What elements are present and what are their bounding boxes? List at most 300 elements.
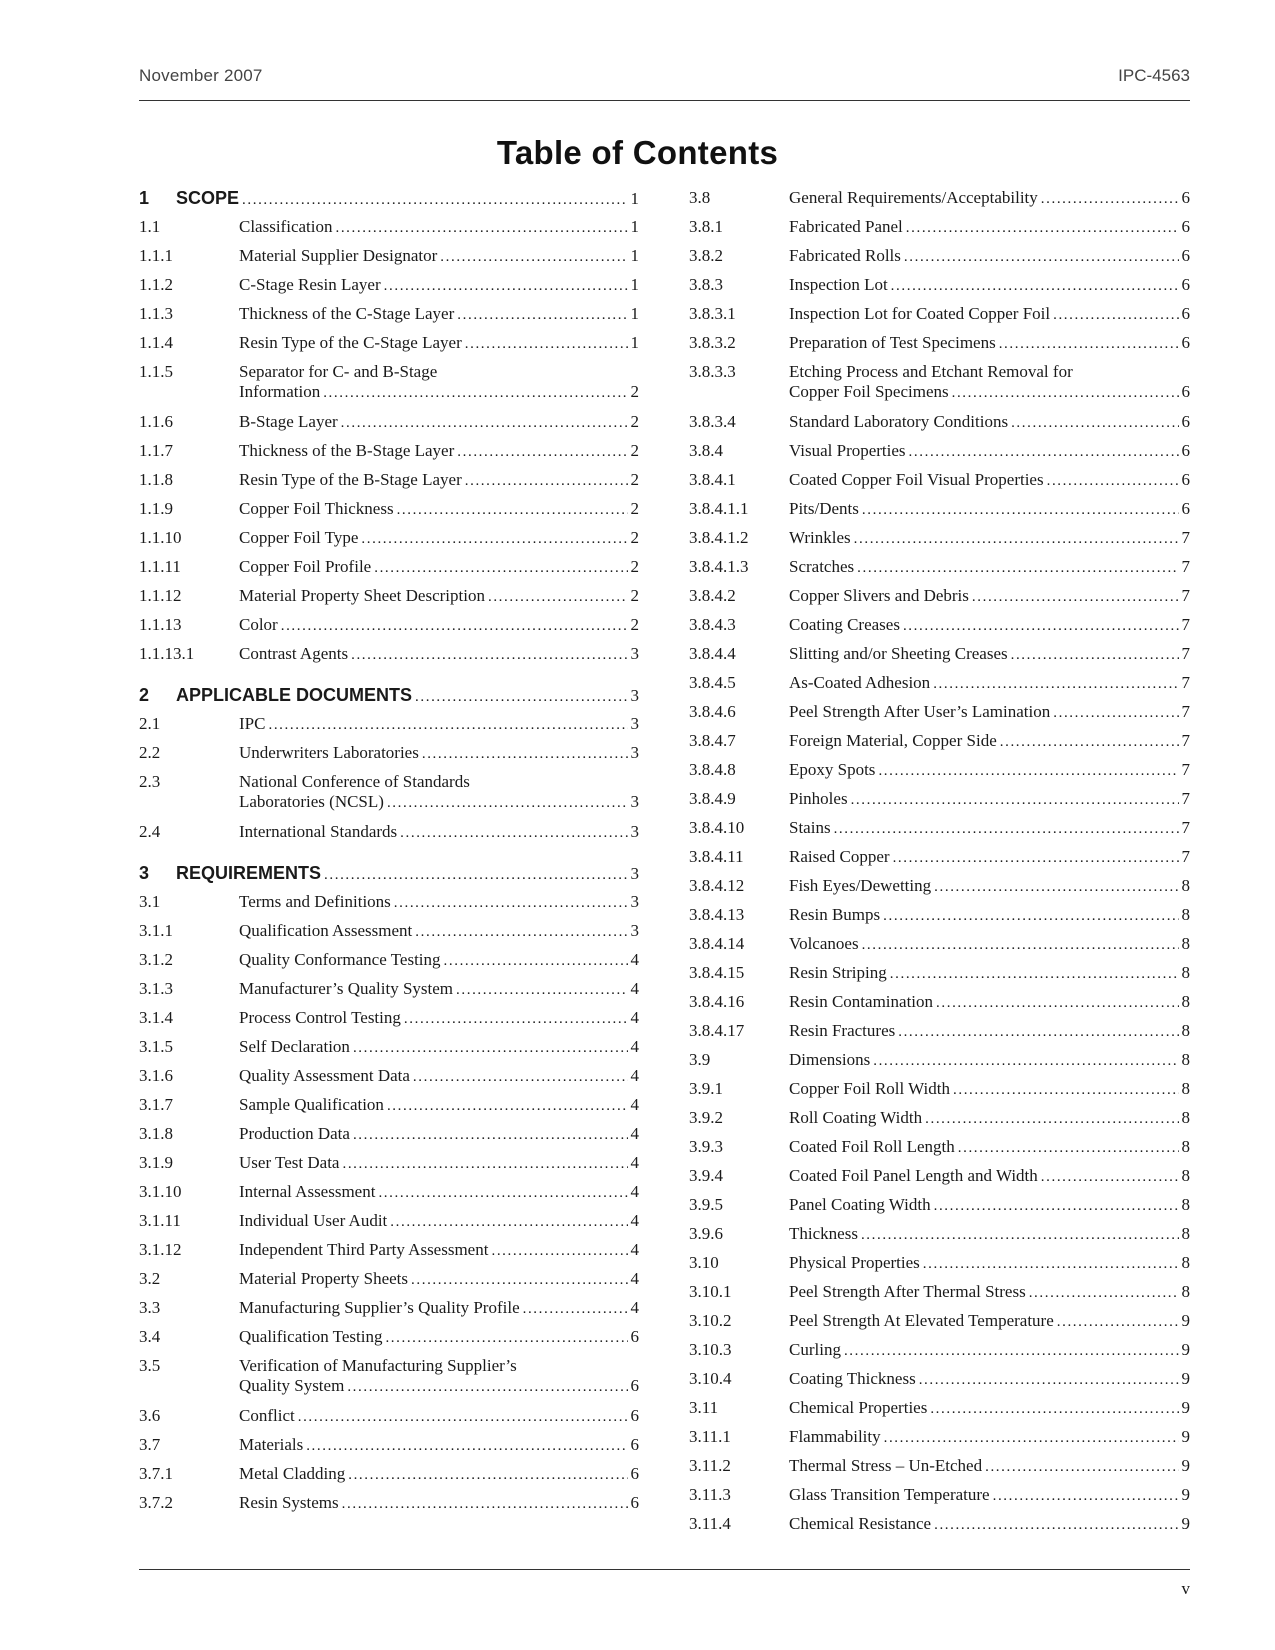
toc-entry[interactable] — [689, 1366, 1190, 1395]
toc-entry[interactable] — [689, 1279, 1190, 1308]
toc-entry-number: 1.1.12 — [139, 586, 182, 605]
toc-entry-number: 1.1.10 — [139, 528, 182, 547]
toc-entry[interactable] — [689, 1018, 1190, 1047]
toc-entry-number: 3.1.7 — [139, 1095, 173, 1114]
dot-leader — [488, 587, 628, 607]
toc-entry-page: 6 — [1181, 217, 1190, 236]
toc-entry[interactable] — [139, 554, 639, 583]
toc-entry[interactable] — [689, 214, 1190, 243]
toc-entry-number: 3.11.4 — [689, 1514, 731, 1533]
toc-entry-title: Roll Coating Width — [789, 1108, 923, 1127]
toc-entry[interactable] — [689, 1250, 1190, 1279]
toc-entry[interactable] — [689, 583, 1190, 612]
toc-entry[interactable] — [689, 612, 1190, 641]
dot-leader — [857, 558, 1178, 578]
toc-entry[interactable] — [139, 525, 639, 554]
dot-leader — [404, 1009, 628, 1029]
toc-entry[interactable] — [139, 641, 639, 670]
toc-entry-page: 9 — [1181, 1369, 1190, 1388]
toc-entry[interactable] — [689, 699, 1190, 728]
dot-leader — [440, 247, 627, 267]
toc-entry-title: APPLICABLE DOCUMENTS — [176, 685, 413, 705]
toc-entry-number: 1.1.13.1 — [139, 644, 195, 663]
toc-entry[interactable] — [139, 1490, 639, 1519]
toc-entry[interactable] — [689, 960, 1190, 989]
dot-leader — [1029, 1283, 1179, 1303]
dot-leader — [242, 190, 627, 210]
toc-entry-number: 3.1.8 — [139, 1124, 173, 1143]
toc-entry-page: 8 — [1181, 1253, 1190, 1272]
dot-leader — [952, 383, 1179, 403]
toc-entry[interactable] — [139, 1034, 639, 1063]
dot-leader — [413, 1067, 628, 1087]
dot-leader — [397, 500, 628, 520]
toc-entry[interactable] — [139, 740, 639, 769]
toc-entry-title-line1: Verification of Manufacturing Supplier’s — [239, 1356, 517, 1375]
toc-entry-title: Resin Type of the B-Stage Layer — [239, 470, 462, 489]
toc-entry-title: Thickness — [789, 1224, 858, 1243]
dot-leader — [873, 1051, 1178, 1071]
dot-leader — [351, 645, 627, 665]
toc-entry-page: 4 — [630, 1211, 639, 1230]
toc-entry-number: 3.10.1 — [689, 1282, 732, 1301]
toc-entry[interactable] — [139, 976, 639, 1005]
toc-entry[interactable] — [689, 1134, 1190, 1163]
toc-entry[interactable] — [689, 1511, 1190, 1540]
toc-entry[interactable] — [139, 711, 639, 740]
toc-entry-title: Individual User Audit — [239, 1211, 388, 1230]
toc-section-heading[interactable] — [139, 185, 639, 214]
toc-entry[interactable] — [139, 1063, 639, 1092]
toc-entry[interactable] — [689, 641, 1190, 670]
dot-leader — [374, 558, 627, 578]
dot-leader — [387, 1096, 628, 1116]
toc-entry-page: 9 — [1181, 1485, 1190, 1504]
toc-entry-page: 3 — [630, 686, 639, 705]
toc-entry[interactable] — [139, 1237, 639, 1266]
toc-entry-title: Fish Eyes/Dewetting — [789, 876, 932, 895]
toc-entry-title: Thickness of the B-Stage Layer — [239, 441, 455, 460]
toc-entry-number: 3.10 — [689, 1253, 719, 1272]
toc-entry-title-line1: Etching Process and Etchant Removal for — [789, 362, 1073, 381]
dot-leader — [387, 793, 628, 813]
toc-entry-number: 3.10.4 — [689, 1369, 732, 1388]
toc-entry-title: Physical Properties — [789, 1253, 920, 1272]
toc-entry-page: 9 — [1181, 1514, 1190, 1533]
dot-leader — [909, 442, 1179, 462]
page-header — [139, 64, 1190, 101]
toc-entry[interactable] — [139, 612, 639, 641]
toc-entry-number: 3.9.3 — [689, 1137, 723, 1156]
toc-entry[interactable] — [689, 409, 1190, 438]
toc-entry-page: 4 — [630, 1037, 639, 1056]
dot-leader — [457, 305, 627, 325]
toc-entry-title: Resin Bumps — [789, 905, 881, 924]
toc-entry[interactable] — [689, 1308, 1190, 1337]
toc-entry-page: 2 — [630, 441, 639, 460]
toc-entry[interactable] — [689, 902, 1190, 931]
toc-entry[interactable] — [689, 301, 1190, 330]
dot-leader — [854, 529, 1179, 549]
toc-entry-number: 3.8.3.4 — [689, 412, 736, 431]
dot-leader — [999, 334, 1179, 354]
toc-entry[interactable] — [689, 728, 1190, 757]
toc-entry-number: 3.7 — [139, 1435, 161, 1454]
toc-entry[interactable] — [139, 1432, 639, 1461]
toc-entry-number: 3.9 — [689, 1050, 711, 1069]
toc-entry[interactable] — [689, 1482, 1190, 1511]
toc-entry-number: 3.8.4.1.3 — [689, 557, 749, 576]
toc-entry-number: 1.1.5 — [139, 362, 173, 381]
dot-leader — [411, 1270, 627, 1290]
toc-entry[interactable] — [139, 1150, 639, 1179]
dot-leader — [361, 529, 627, 549]
dot-leader — [385, 1328, 627, 1348]
toc-entry-page: 9 — [1181, 1398, 1190, 1417]
toc-entry[interactable] — [139, 1461, 639, 1490]
toc-entry-number: 1.1 — [139, 217, 161, 236]
dot-leader — [444, 951, 628, 971]
dot-leader — [456, 980, 627, 1000]
toc-entry-page: 4 — [630, 1066, 639, 1085]
toc-entry-number: 3.8.4.4 — [689, 644, 736, 663]
dot-leader — [1057, 1312, 1179, 1332]
toc-entry-number: 1.1.2 — [139, 275, 173, 294]
toc-entry[interactable] — [139, 1092, 639, 1121]
toc-entry[interactable] — [689, 359, 1190, 409]
toc-entry-number: 3.1.12 — [139, 1240, 182, 1259]
toc-entry-page: 3 — [630, 892, 639, 911]
toc-entry-number: 3.1.3 — [139, 979, 173, 998]
dot-leader — [934, 877, 1178, 897]
dot-leader — [1000, 732, 1179, 752]
toc-entry-number: 3.8.4.11 — [689, 847, 744, 866]
dot-leader — [415, 687, 627, 707]
toc-entry[interactable] — [139, 1005, 639, 1034]
dot-leader — [394, 893, 628, 913]
toc-entry-number: 3.8 — [689, 188, 711, 207]
toc-section-heading[interactable] — [139, 860, 639, 889]
toc-entry-number: 3.1.6 — [139, 1066, 173, 1085]
toc-entry-page: 4 — [630, 950, 639, 969]
toc-entry-title: Materials — [239, 1435, 304, 1454]
toc-entry[interactable] — [689, 1192, 1190, 1221]
toc-entry[interactable] — [139, 467, 639, 496]
toc-entry-title: Flammability — [789, 1427, 881, 1446]
toc-entry-page: 8 — [1181, 1166, 1190, 1185]
toc-entry[interactable] — [139, 1324, 639, 1353]
toc-entry-page: 9 — [1181, 1456, 1190, 1475]
toc-entry-title: B-Stage Layer — [239, 412, 338, 431]
toc-entry-number: 3.9.2 — [689, 1108, 723, 1127]
toc-entry-number: 3.6 — [139, 1406, 161, 1425]
toc-entry[interactable] — [139, 330, 639, 359]
toc-entry[interactable] — [689, 1076, 1190, 1105]
toc-entry-title: Chemical Properties — [789, 1398, 928, 1417]
toc-entry[interactable] — [689, 873, 1190, 902]
toc-entry-page: 9 — [1181, 1311, 1190, 1330]
header-date: November 2007 — [139, 66, 263, 85]
toc-entry-title: Coated Foil Panel Length and Width — [789, 1166, 1038, 1185]
toc-entry-page: 1 — [630, 333, 639, 352]
dot-leader — [378, 1183, 627, 1203]
toc-entry-number: 3.8.3.3 — [689, 362, 736, 381]
toc-entry-page: 8 — [1181, 934, 1190, 953]
toc-entry-number: 3.8.1 — [689, 217, 723, 236]
toc-entry-title: Scratches — [789, 557, 855, 576]
toc-entry-page: 8 — [1181, 1282, 1190, 1301]
toc-entry-number: 3.8.3.1 — [689, 304, 736, 323]
dot-leader — [883, 906, 1178, 926]
dot-leader — [903, 616, 1179, 636]
toc-entry-page: 8 — [1181, 1195, 1190, 1214]
toc-right-column — [689, 185, 1190, 1540]
toc-entry-page: 6 — [630, 1376, 639, 1395]
dot-leader — [862, 935, 1179, 955]
toc-entry-page: 4 — [630, 1095, 639, 1114]
toc-entry[interactable] — [689, 438, 1190, 467]
toc-entry[interactable] — [689, 1337, 1190, 1366]
toc-entry[interactable] — [139, 1266, 639, 1295]
dot-leader — [348, 1465, 627, 1485]
dot-leader — [930, 1399, 1178, 1419]
toc-entry-page: 1 — [630, 189, 639, 208]
toc-entry[interactable] — [689, 1395, 1190, 1424]
toc-entry-page: 4 — [630, 1008, 639, 1027]
toc-entry-number: 3.11.1 — [689, 1427, 731, 1446]
toc-entry-title: Copper Foil Type — [239, 528, 359, 547]
toc-entry-number: 3.8.4.15 — [689, 963, 745, 982]
toc-entry[interactable] — [139, 438, 639, 467]
toc-entry-page: 6 — [1181, 246, 1190, 265]
toc-entry-title: Epoxy Spots — [789, 760, 876, 779]
toc-entry-page: 7 — [1181, 673, 1190, 692]
toc-entry-page: 2 — [630, 470, 639, 489]
toc-entry-title: Copper Foil Profile — [239, 557, 372, 576]
toc-section-heading[interactable] — [139, 682, 639, 711]
toc-entry-title: Manufacturing Supplier’s Quality Profile — [239, 1298, 520, 1317]
dot-leader — [390, 1212, 627, 1232]
dot-leader — [834, 819, 1179, 839]
toc-entry-title: Production Data — [239, 1124, 350, 1143]
toc-entry-page: 1 — [630, 246, 639, 265]
dot-leader — [884, 1428, 1179, 1448]
toc-entry-number: 3.9.1 — [689, 1079, 723, 1098]
toc-entry-title-line1: National Conference of Standards — [239, 772, 470, 791]
toc-entry-number: 3 — [139, 863, 150, 883]
toc-entry-number: 3.8.4.14 — [689, 934, 745, 953]
toc-entry[interactable] — [689, 330, 1190, 359]
toc-entry-number: 3.5 — [139, 1356, 161, 1375]
toc-entry-title: Quality System — [239, 1376, 345, 1395]
toc-entry-page: 6 — [1181, 333, 1190, 352]
dot-leader — [958, 1138, 1179, 1158]
toc-entry-page: 4 — [630, 979, 639, 998]
toc-entry-number: 3.8.4.2 — [689, 586, 736, 605]
dot-leader — [1053, 305, 1178, 325]
toc-entry[interactable] — [689, 525, 1190, 554]
dot-leader — [384, 276, 628, 296]
toc-entry[interactable] — [689, 1047, 1190, 1076]
dot-leader — [342, 1494, 628, 1514]
toc-entry[interactable] — [139, 1295, 639, 1324]
toc-entry-title: Self Declaration — [239, 1037, 350, 1056]
toc-entry-page: 3 — [630, 864, 639, 883]
toc-entry-page: 6 — [1181, 188, 1190, 207]
toc-entry[interactable] — [689, 1105, 1190, 1134]
dot-leader — [353, 1038, 628, 1058]
toc-entry-title: General Requirements/Acceptability — [789, 188, 1038, 207]
dot-leader — [465, 334, 628, 354]
toc-entry-number: 3.1.2 — [139, 950, 173, 969]
toc-entry-page: 2 — [630, 499, 639, 518]
toc-entry[interactable] — [689, 554, 1190, 583]
dot-leader — [898, 1022, 1178, 1042]
toc-entry[interactable] — [689, 243, 1190, 272]
toc-entry-title: Stains — [789, 818, 831, 837]
toc-entry[interactable] — [689, 989, 1190, 1018]
toc-entry-page: 1 — [630, 275, 639, 294]
toc-entry[interactable] — [139, 1403, 639, 1432]
toc-entry-title: Resin Striping — [789, 963, 887, 982]
toc-entry-number: 3.8.4.6 — [689, 702, 736, 721]
toc-entry[interactable] — [139, 214, 639, 243]
toc-entry-title: Resin Systems — [239, 1493, 339, 1512]
toc-entry-page: 6 — [1181, 304, 1190, 323]
toc-entry[interactable] — [689, 1453, 1190, 1482]
toc-entry[interactable] — [139, 918, 639, 947]
toc-entry[interactable] — [689, 1163, 1190, 1192]
toc-entry-number: 3.8.4.7 — [689, 731, 736, 750]
toc-entry-title: Manufacturer’s Quality System — [239, 979, 454, 998]
toc-entry-number: 3.1.9 — [139, 1153, 173, 1172]
toc-entry-number: 3.8.4.13 — [689, 905, 745, 924]
toc-entry-title: Thickness of the C-Stage Layer — [239, 304, 455, 323]
dot-leader — [1041, 1167, 1179, 1187]
toc-entry-title: Visual Properties — [789, 441, 906, 460]
toc-entry[interactable] — [139, 769, 639, 819]
toc-entry[interactable] — [689, 931, 1190, 960]
toc-entry-number: 3.11.3 — [689, 1485, 731, 1504]
toc-entry-title: Resin Type of the C-Stage Layer — [239, 333, 462, 352]
toc-entry-page: 7 — [1181, 847, 1190, 866]
toc-entry[interactable] — [139, 243, 639, 272]
toc-entry-number: 1.1.6 — [139, 412, 173, 431]
toc-entry-page: 4 — [630, 1153, 639, 1172]
toc-entry-page: 7 — [1181, 731, 1190, 750]
toc-entry-number: 1.1.8 — [139, 470, 173, 489]
toc-entry-title-line1: Separator for C- and B-Stage — [239, 362, 438, 381]
toc-left-column — [139, 185, 639, 1519]
toc-entry[interactable] — [139, 409, 639, 438]
dot-leader — [400, 823, 627, 843]
toc-entry[interactable] — [139, 496, 639, 525]
toc-entry[interactable] — [689, 467, 1190, 496]
toc-entry[interactable] — [689, 670, 1190, 699]
toc-entry[interactable] — [689, 786, 1190, 815]
toc-entry[interactable] — [689, 185, 1190, 214]
toc-entry-title: Quality Conformance Testing — [239, 950, 441, 969]
toc-entry[interactable] — [139, 889, 639, 918]
toc-entry-number: 1 — [139, 188, 150, 208]
toc-entry-page: 6 — [630, 1464, 639, 1483]
dot-leader — [890, 964, 1179, 984]
toc-entry-title: Curling — [789, 1340, 841, 1359]
toc-entry-number: 3.10.3 — [689, 1340, 732, 1359]
toc-entry-title: As-Coated Adhesion — [789, 673, 931, 692]
toc-entry[interactable] — [139, 819, 639, 848]
toc-entry-title: Coated Copper Foil Visual Properties — [789, 470, 1044, 489]
toc-entry-page: 4 — [630, 1298, 639, 1317]
toc-entry-title: Material Property Sheet Description — [239, 586, 485, 605]
toc-entry[interactable] — [689, 1221, 1190, 1250]
dot-leader — [268, 715, 627, 735]
toc-entry-page: 7 — [1181, 586, 1190, 605]
toc-entry[interactable] — [139, 1121, 639, 1150]
toc-entry[interactable] — [139, 272, 639, 301]
toc-entry-title: Laboratories (NCSL) — [239, 792, 384, 811]
toc-entry-number: 3.8.4.10 — [689, 818, 745, 837]
toc-entry-title: Internal Assessment — [239, 1182, 376, 1201]
toc-entry-title: Fabricated Panel — [789, 217, 903, 236]
toc-entry[interactable] — [139, 301, 639, 330]
toc-entry-number: 3.10.2 — [689, 1311, 732, 1330]
toc-entry-number: 3.8.4.3 — [689, 615, 736, 634]
dot-leader — [1011, 413, 1178, 433]
toc-entry[interactable] — [689, 757, 1190, 786]
toc-entry-number: 3.1.10 — [139, 1182, 182, 1201]
toc-entry-page: 6 — [1181, 412, 1190, 431]
toc-entry[interactable] — [689, 844, 1190, 873]
toc-entry-number: 3.7.2 — [139, 1493, 173, 1512]
toc-entry-page: 3 — [630, 714, 639, 733]
toc-entry-title: Qualification Assessment — [239, 921, 413, 940]
toc-entry[interactable] — [689, 815, 1190, 844]
toc-entry-number: 1.1.13 — [139, 615, 182, 634]
toc-entry-page: 4 — [630, 1124, 639, 1143]
toc-entry-number: 1.1.1 — [139, 246, 173, 265]
toc-entry-page: 6 — [1181, 470, 1190, 489]
dot-leader — [347, 1377, 627, 1397]
toc-entry-title: Quality Assessment Data — [239, 1066, 410, 1085]
dot-leader — [933, 674, 1178, 694]
toc-entry-number: 3.1.11 — [139, 1211, 181, 1230]
toc-entry-number: 2.1 — [139, 714, 161, 733]
dot-leader — [281, 616, 628, 636]
toc-entry-page: 7 — [1181, 702, 1190, 721]
toc-entry-title: Resin Contamination — [789, 992, 934, 1011]
toc-entry[interactable] — [139, 947, 639, 976]
toc-entry-page: 9 — [1181, 1427, 1190, 1446]
toc-entry[interactable] — [139, 583, 639, 612]
toc-entry[interactable] — [689, 272, 1190, 301]
toc-entry-number: 3.7.1 — [139, 1464, 173, 1483]
toc-entry[interactable] — [139, 1179, 639, 1208]
toc-entry[interactable] — [689, 1424, 1190, 1453]
dot-leader — [1011, 645, 1179, 665]
toc-entry-title: Chemical Resistance — [789, 1514, 932, 1533]
toc-entry-page: 6 — [630, 1493, 639, 1512]
toc-entry[interactable] — [139, 1208, 639, 1237]
toc-entry[interactable] — [689, 496, 1190, 525]
toc-entry-title: Qualification Testing — [239, 1327, 383, 1346]
toc-entry-page: 7 — [1181, 818, 1190, 837]
dot-leader — [861, 1225, 1179, 1245]
toc-entry-page: 3 — [630, 644, 639, 663]
toc-entry[interactable] — [139, 359, 639, 409]
toc-entry[interactable] — [139, 1353, 639, 1403]
toc-entry-number: 1.1.7 — [139, 441, 173, 460]
